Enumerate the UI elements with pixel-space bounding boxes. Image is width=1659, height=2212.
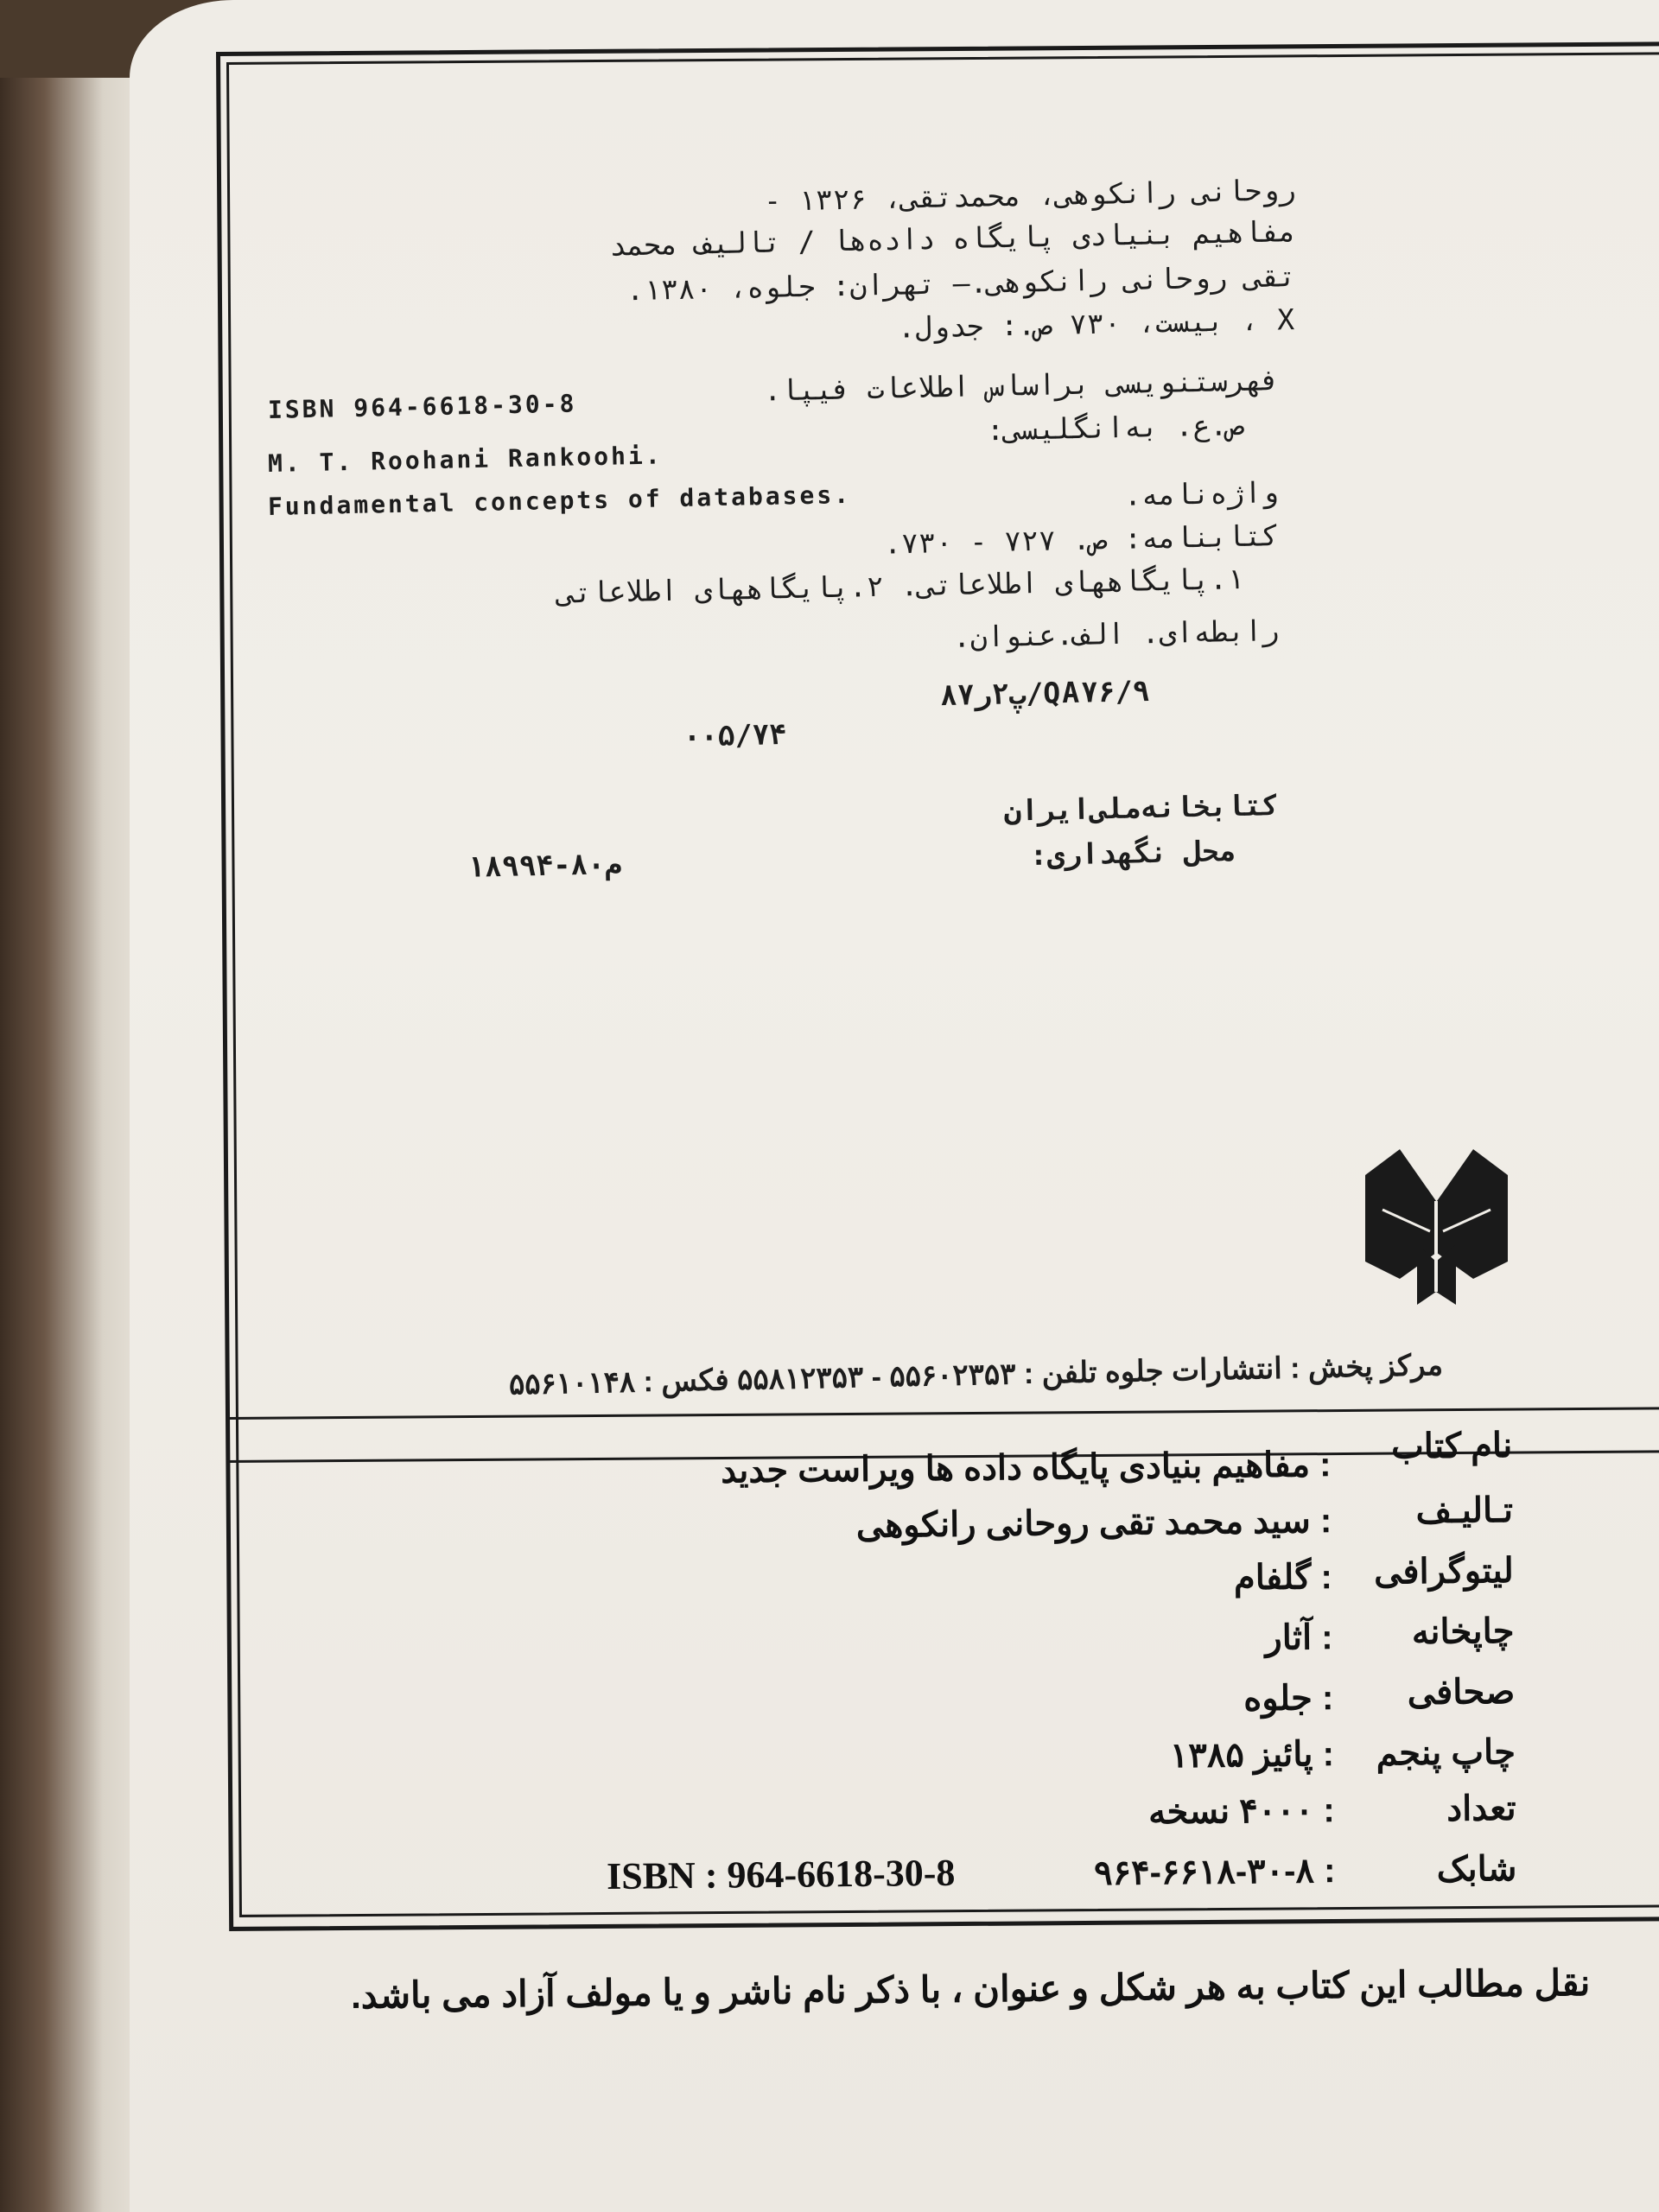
distribution-line: مرکز پخش : انتشارات جلوه تلفن : ۵۵۶۰۲۳۵۳ - ۵۵۸۱۲۳۵۳ فکس : ۵۵۶۱۰۱۴۸	[508, 1349, 1444, 1402]
info-value-copies: : ۴۰۰۰ نسخه	[1147, 1791, 1335, 1832]
catalog-dewey: ۰۰۵/۷۴	[683, 717, 787, 753]
info-label-isbn: شابک	[1436, 1849, 1517, 1889]
catalog-classification: QA۷۶/۹/پ۲ر۸۷	[939, 674, 1150, 713]
isbn-latin: ISBN : 964-6618-30-8	[606, 1851, 956, 1898]
catalog-bibliography: کتابنامه: ص. ۷۲۷ - ۷۳۰.	[883, 518, 1280, 561]
catalog-glossary: واژه‌نامه.	[1123, 475, 1280, 512]
publisher-logo-icon	[1365, 1149, 1508, 1305]
catalog-title: مفاهیم بنیادی پایگاه داده‌ها / تالیف محمد	[609, 214, 1297, 263]
catalog-english-author: M. T. Roohani Rankoohi.	[267, 441, 663, 478]
book-page	[130, 0, 1659, 2212]
info-label-lithography: لیتوگرافی	[1373, 1551, 1514, 1592]
catalog-library: کتابخانه‌ملی‌ایران	[1003, 788, 1280, 828]
copyright-note: نقل مطالب این کتاب به هر شکل و عنوان ، با ذکر نام ناشر و یا مولف آزاد می باشد.	[350, 1962, 1591, 2017]
info-label-author: تـالیـف	[1415, 1491, 1514, 1531]
info-label-binding: صحافی	[1407, 1672, 1516, 1713]
info-value-title: : مفاهیم بنیادی پایگاه داده ها ویراست جدید	[720, 1446, 1332, 1491]
info-label-title: نام کتاب	[1390, 1427, 1513, 1466]
info-value-author: : سید محمد تقی روحانی رانکوهی	[855, 1502, 1332, 1545]
catalog-isbn: ISBN 964-6618-30-8	[267, 389, 577, 424]
info-label-copies: تعداد	[1446, 1789, 1516, 1828]
catalog-imprint: تقی روحانی رانکوهی.— تهران: جلوه، ۱۳۸۰.	[626, 259, 1297, 308]
info-value-binding: : جلوه	[1243, 1679, 1334, 1719]
catalog-record-number: م۸۰-۱۸۹۹۴	[467, 847, 623, 884]
left-page-edge	[0, 78, 147, 2212]
info-value-edition: : پائیز ۱۳۸۵	[1169, 1735, 1335, 1776]
catalog-author: روحانی رانکوهی، محمدتقی، ۱۳۲۶ -	[763, 173, 1297, 218]
catalog-subjects: ۱.پایگاههای اطلاعاتی. ۲.پایگاههای اطلاعاتی	[557, 562, 1245, 610]
info-value-isbn: : ۹۶۴-۶۶۱۸-۳۰-۸	[1093, 1852, 1336, 1893]
catalog-english-note: ص.ع. به‌انگلیسی:	[986, 408, 1245, 448]
info-value-printer: : آثار	[1265, 1618, 1333, 1658]
info-value-lithography: : گلفام	[1233, 1558, 1333, 1598]
info-label-edition: چاپ پنجم	[1376, 1732, 1516, 1773]
catalog-storage-label: محل نگهداری:	[1029, 834, 1236, 872]
catalog-subjects-cont: رابطه‌ای. الف.عنوان.	[952, 613, 1280, 654]
info-label-printer: چاپخانه	[1411, 1611, 1515, 1652]
catalog-pages: X ، بیست، ۷۳۰ ص.: جدول.	[897, 302, 1297, 345]
book-info-table	[164, 1426, 1517, 1923]
catalog-fipa-note: فهرستنویسی براساس اطلاعات فیپا.	[763, 363, 1280, 408]
catalog-english-title: Fundamental concepts of databases.	[267, 480, 852, 521]
